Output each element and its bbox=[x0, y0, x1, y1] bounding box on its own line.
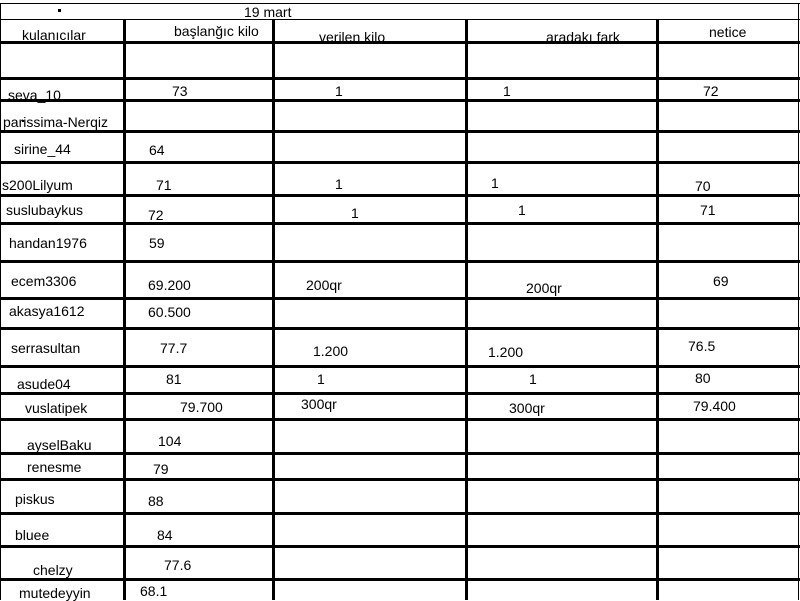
cell-start: 68.1 bbox=[140, 583, 168, 599]
cell-user: asude04 bbox=[17, 376, 71, 392]
grid-line bbox=[0, 77, 800, 80]
header-result: netice bbox=[709, 24, 747, 40]
grid-line bbox=[123, 20, 126, 600]
cell-user: akasya1612 bbox=[9, 303, 85, 319]
cell-given: 300qr bbox=[301, 396, 337, 412]
cell-diff: 1.200 bbox=[488, 344, 524, 360]
grid-line bbox=[0, 418, 800, 421]
cell-user: piskus bbox=[15, 491, 55, 507]
cell-result: 76.5 bbox=[688, 338, 716, 354]
header-given: verilen kilo bbox=[319, 29, 386, 45]
cell-given: 1 bbox=[335, 176, 343, 192]
cell-user: chelzy bbox=[33, 562, 73, 578]
cell-result: 80 bbox=[695, 370, 711, 386]
cell-given: 200qr bbox=[306, 277, 342, 293]
grid-line bbox=[0, 222, 800, 225]
grid-line bbox=[0, 99, 800, 102]
cell-user: renesme bbox=[27, 459, 82, 475]
cell-user: ecem3306 bbox=[11, 273, 77, 289]
cell-user: seva_10 bbox=[8, 87, 61, 103]
grid-line bbox=[0, 327, 800, 330]
cell-diff: 1 bbox=[529, 371, 537, 387]
cell-given: 1.200 bbox=[313, 343, 349, 359]
stray-dot bbox=[58, 9, 61, 12]
cell-start: 81 bbox=[166, 371, 182, 387]
cell-start: 79 bbox=[153, 461, 169, 477]
cell-start: 59 bbox=[149, 235, 165, 251]
cell-user: suslubaykus bbox=[6, 202, 84, 218]
grid-line bbox=[0, 19, 800, 20]
cell-start: 64 bbox=[149, 142, 165, 158]
cell-start: 73 bbox=[172, 83, 188, 99]
cell-diff: 300qr bbox=[509, 400, 545, 416]
cell-user: s200Lilyum bbox=[2, 177, 73, 193]
cell-start: 60.500 bbox=[148, 304, 191, 320]
grid-line bbox=[0, 578, 800, 581]
cell-start: 88 bbox=[148, 493, 164, 509]
cell-start: 77.7 bbox=[160, 340, 188, 356]
cell-result: 70 bbox=[695, 178, 711, 194]
cell-user: parissima-Nerqiz bbox=[3, 114, 109, 130]
header-start: başlanğıc kilo bbox=[174, 23, 259, 39]
cell-start: 72 bbox=[148, 207, 164, 223]
cell-diff: 200qr bbox=[526, 280, 562, 296]
cell-given: 1 bbox=[335, 83, 343, 99]
cell-result: 69 bbox=[713, 273, 729, 289]
cell-start: 71 bbox=[156, 177, 172, 193]
grid-line bbox=[656, 20, 659, 600]
grid-line bbox=[0, 297, 800, 300]
grid-line bbox=[272, 20, 275, 600]
cell-user: sirine_44 bbox=[14, 141, 71, 157]
cell-diff: 1 bbox=[503, 83, 511, 99]
cell-diff: 1 bbox=[491, 175, 499, 191]
grid-line bbox=[0, 41, 800, 44]
cell-result: 71 bbox=[700, 202, 716, 218]
grid-line bbox=[0, 194, 800, 197]
grid-line bbox=[0, 452, 800, 455]
cell-diff: 1 bbox=[518, 202, 526, 218]
cell-user: serrasultan bbox=[11, 340, 81, 356]
grid-line bbox=[0, 3, 800, 4]
grid-line bbox=[0, 512, 800, 515]
cell-user: ayselBaku bbox=[27, 437, 92, 453]
grid-line bbox=[798, 3, 799, 600]
cell-result: 79.400 bbox=[693, 398, 736, 414]
cell-given: 1 bbox=[351, 205, 359, 221]
grid-line bbox=[0, 161, 800, 164]
cell-user: vuslatipek bbox=[25, 400, 88, 416]
grid-line bbox=[0, 365, 800, 368]
cell-user: bluee bbox=[15, 527, 50, 543]
cell-start: 84 bbox=[157, 527, 173, 543]
grid-line bbox=[0, 392, 800, 395]
grid-line bbox=[0, 545, 800, 548]
cell-given: 1 bbox=[317, 371, 325, 387]
cell-start: 79.700 bbox=[180, 399, 223, 415]
header-diff: aradakı fark bbox=[546, 29, 620, 45]
cell-start: 104 bbox=[158, 433, 182, 449]
grid-line bbox=[0, 3, 1, 600]
cell-start: 69.200 bbox=[148, 277, 191, 293]
cell-user: handan1976 bbox=[9, 235, 87, 251]
cell-result: 72 bbox=[703, 83, 719, 99]
grid-line bbox=[0, 130, 800, 133]
sheet-title: 19 mart bbox=[244, 4, 292, 20]
grid-line bbox=[0, 478, 800, 481]
header-user: kulanıcılar bbox=[22, 27, 86, 43]
cell-user: mutedeyyin bbox=[19, 585, 91, 601]
cell-start: 77.6 bbox=[164, 557, 192, 573]
grid-line bbox=[0, 260, 800, 263]
grid-line bbox=[465, 20, 468, 600]
